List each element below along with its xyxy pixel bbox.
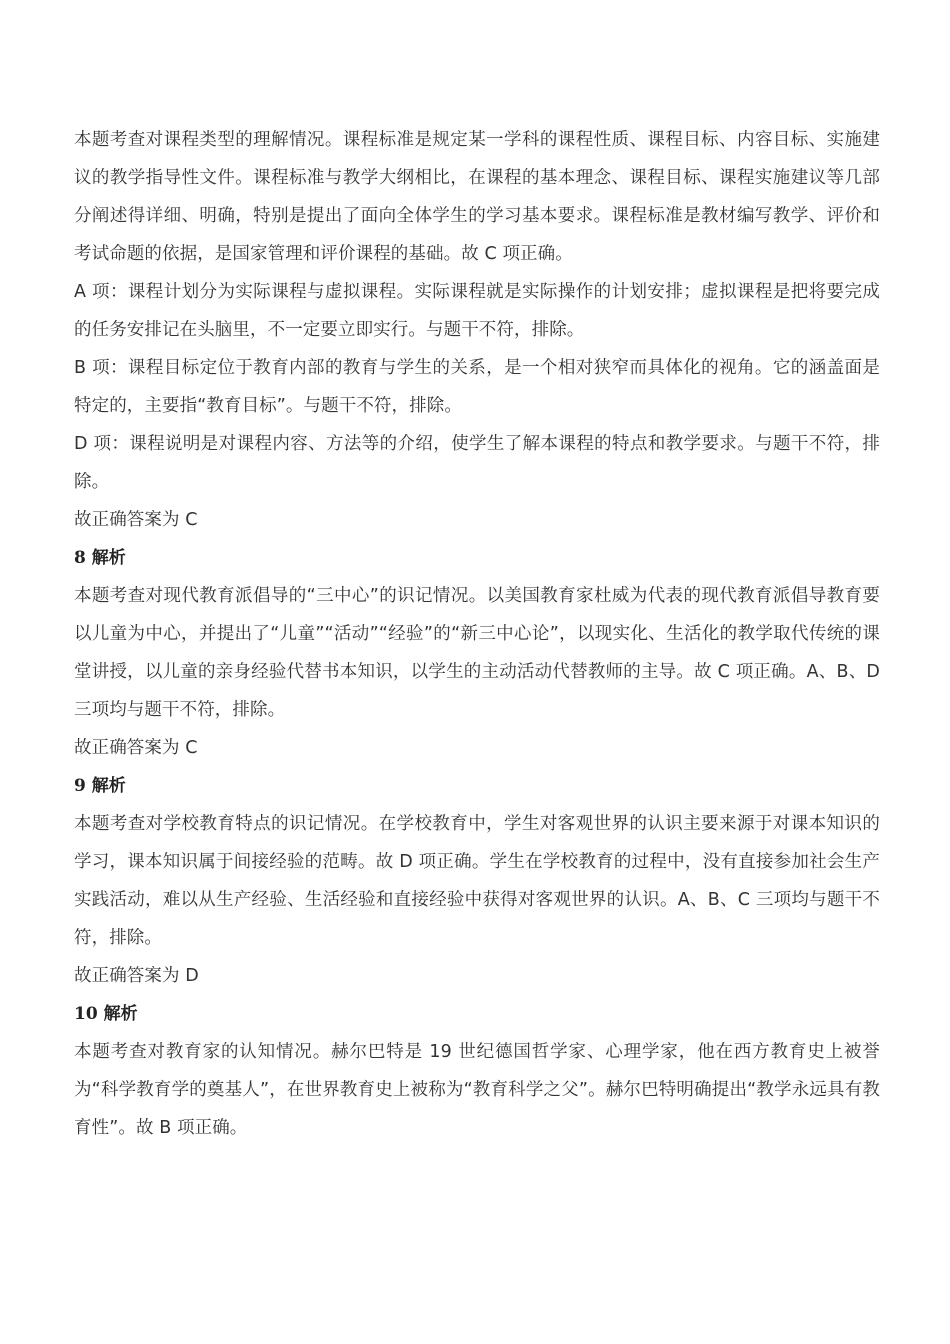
analysis-section-10 bbox=[74, 995, 880, 1147]
answer-line: 故正确答案为 C bbox=[74, 510, 198, 530]
section-heading: 9 解析 bbox=[74, 776, 126, 796]
section-heading: 10 解析 bbox=[74, 1004, 138, 1024]
document-body bbox=[74, 121, 880, 1147]
section-heading: 8 解析 bbox=[74, 548, 126, 568]
explanation-paragraph: 本题考查对课程类型的理解情况。课程标准是规定某一学科的课程性质、课程目标、内容目标、实施建议的教学指导性文件。课程标准与教学大纲相比，在课程的基本理念、课程目标、课程实施建议等几部分阐述得详细、明确，特别是提出了面向全体学生的学习基本要求。课程标准是教材编写教学、评价和考试命题的依据，是国家管理和评价课程的基础。故 C 项正确。 bbox=[74, 130, 880, 264]
option-d-paragraph: D 项：课程说明是对课程内容、方法等的介绍，使学生了解本课程的特点和教学要求。与题干不符，排除。 bbox=[74, 434, 880, 492]
analysis-section-7 bbox=[74, 121, 880, 539]
explanation-paragraph: 本题考查对现代教育派倡导的“三中心”的识记情况。以美国教育家杜威为代表的现代教育派倡导教育要以儿童为中心，并提出了“儿童”“活动”“经验”的“新三中心论”，以现实化、生活化的教学取代传统的课堂讲授，以儿童的亲身经验代替书本知识，以学生的主动活动代替教师的主导。故 C 项正确。A、B、D 三项均与题干不符，排除。 bbox=[74, 586, 880, 720]
explanation-paragraph: 本题考查对教育家的认知情况。赫尔巴特是 19 世纪德国哲学家、心理学家，他在西方教育史上被誉为“科学教育学的奠基人”，在世界教育史上被称为“教育科学之父”。赫尔巴特明确提出“教学永远具有教育性”。故 B 项正确。 bbox=[74, 1042, 880, 1138]
option-a-paragraph: A 项：课程计划分为实际课程与虚拟课程。实际课程就是实际操作的计划安排；虚拟课程是把将要完成的任务安排记在头脑里，不一定要立即实行。与题干不符，排除。 bbox=[74, 282, 880, 340]
analysis-section-9 bbox=[74, 767, 880, 995]
answer-line: 故正确答案为 D bbox=[74, 966, 199, 986]
option-b-paragraph: B 项：课程目标定位于教育内部的教育与学生的关系，是一个相对狭窄而具体化的视角。它的涵盖面是特定的，主要指“教育目标”。与题干不符，排除。 bbox=[74, 358, 880, 416]
explanation-paragraph: 本题考查对学校教育特点的识记情况。在学校教育中，学生对客观世界的认识主要来源于对课本知识的学习，课本知识属于间接经验的范畴。故 D 项正确。学生在学校教育的过程中，没有直接参加社会生产实践活动，难以从生产经验、生活经验和直接经验中获得对客观世界的认识。A、B、C 三项均与题干不符，排除。 bbox=[74, 814, 880, 948]
answer-line: 故正确答案为 C bbox=[74, 738, 198, 758]
analysis-section-8 bbox=[74, 539, 880, 767]
